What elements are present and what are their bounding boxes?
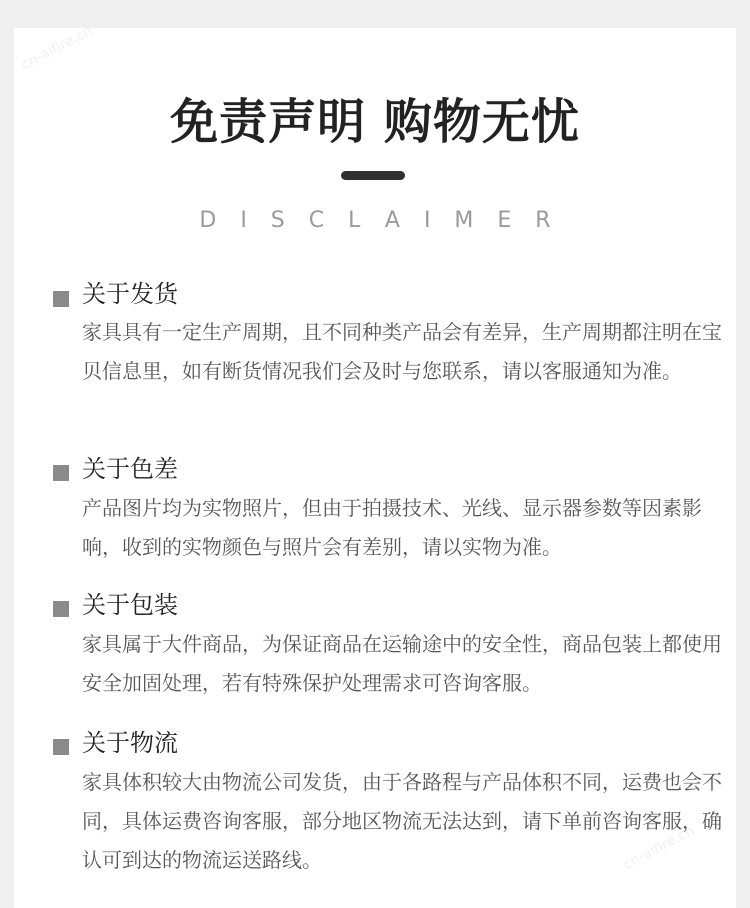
section-body: 家具具有一定生产周期，且不同种类产品会有差异，生产周期都注明在宝贝信息里，如有断货情况我们会及时与您联系，请以客服通知为准。 — [82, 320, 722, 383]
title-underline-bar — [341, 171, 405, 180]
page-title: 免责声明 购物无忧 — [170, 94, 580, 150]
section-body: 产品图片均为实物照片，但由于拍摄技术、光线、显示器参数等因素影响，收到的实物颜色与照片会有差别，请以实物为准。 — [82, 496, 702, 559]
section-heading: 关于包装 — [82, 591, 178, 619]
section-body: 家具属于大件商品，为保证商品在运输途中的安全性，商品包装上都使用安全加固处理，若有特殊保护处理需求可咨询客服。 — [82, 632, 722, 695]
square-bullet-icon — [53, 739, 69, 755]
watermark-top-left: cn-aifire.cn — [18, 22, 96, 74]
watermark-bottom-right: cn-aifire.cn — [620, 822, 698, 874]
section-body: 家具体积较大由物流公司发货，由于各路程与产品体积不同，运费也会不同，具体运费咨询客服，部分地区物流无法达到，请下单前咨询客服，确认可到达的物流运送路线。 — [82, 770, 722, 872]
square-bullet-icon — [53, 601, 69, 617]
square-bullet-icon — [53, 291, 69, 307]
section-heading: 关于物流 — [82, 729, 178, 757]
square-bullet-icon — [53, 465, 69, 481]
section-heading: 关于发货 — [82, 280, 178, 308]
page-subtitle: DISCLAIMER — [199, 208, 575, 233]
section-heading: 关于色差 — [82, 455, 178, 483]
